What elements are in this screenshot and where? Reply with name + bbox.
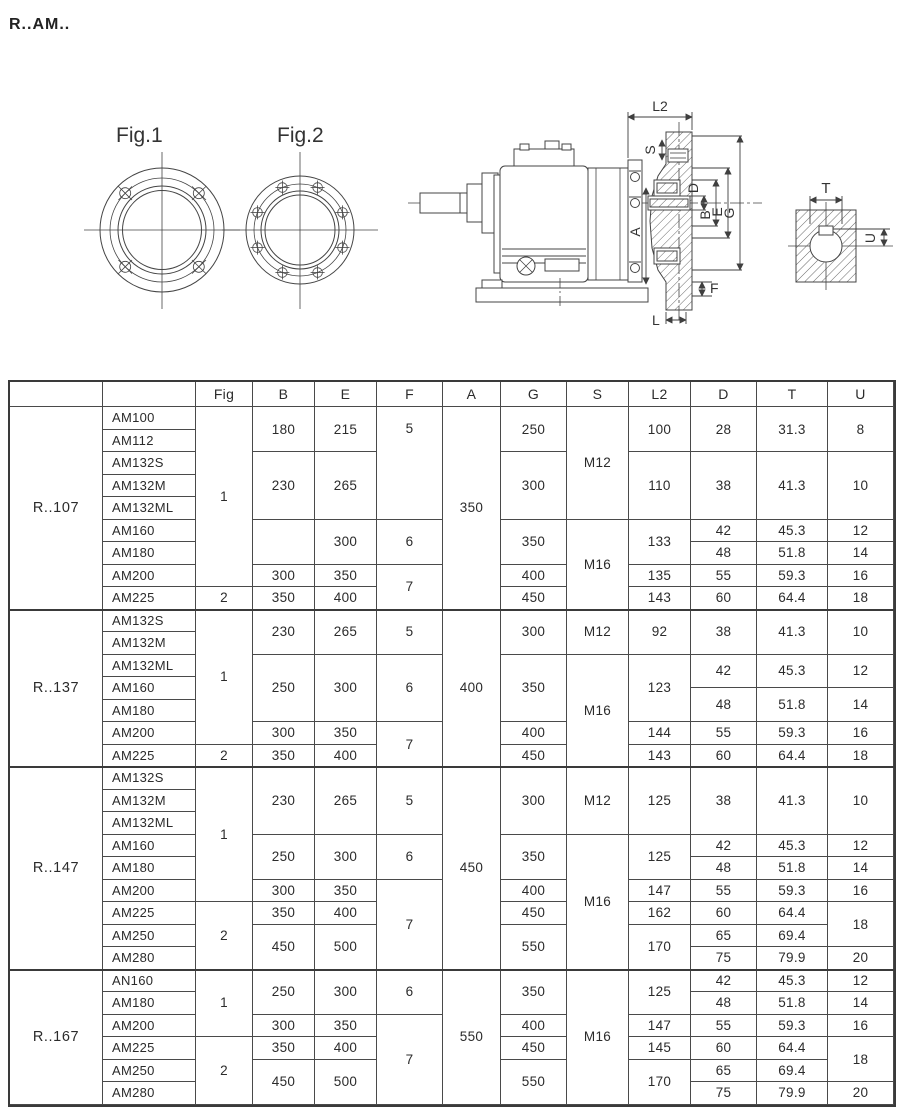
value-cell: 14 (828, 688, 894, 722)
value-cell: 2 (196, 902, 253, 970)
value-cell: 500 (315, 1060, 377, 1105)
dim-label-l: L (652, 312, 660, 328)
dim-label-f: F (710, 280, 719, 296)
value-cell: 400 (501, 565, 567, 588)
series-cell: R..147 (10, 767, 103, 970)
value-cell: 125 (629, 970, 691, 1015)
dim-label-s: S (642, 145, 658, 155)
value-cell: 350 (315, 722, 377, 745)
value-cell: 1 (196, 970, 253, 1038)
model-cell: AM280 (103, 947, 196, 970)
model-cell: AM100 (103, 407, 196, 430)
value-cell: 38 (691, 452, 757, 520)
value-cell: 10 (828, 610, 894, 655)
value-cell: 7 (377, 880, 443, 970)
value-cell: 60 (691, 902, 757, 925)
value-cell: 143 (629, 745, 691, 768)
dim-label-u: U (862, 232, 878, 244)
value-cell: 300 (253, 1015, 315, 1038)
value-cell: 7 (377, 722, 443, 767)
value-cell: 42 (691, 520, 757, 543)
value-cell: 230 (253, 767, 315, 835)
model-cell: AM280 (103, 1082, 196, 1105)
column-header: S (567, 382, 629, 407)
model-cell: AN160 (103, 970, 196, 993)
value-cell: 16 (828, 880, 894, 903)
value-cell: 18 (828, 587, 894, 610)
dim-label-e: E (709, 207, 725, 217)
value-cell: 400 (315, 902, 377, 925)
column-header (10, 382, 103, 407)
value-cell: 5 (377, 767, 443, 835)
value-cell: 64.4 (757, 1037, 828, 1060)
column-header: E (315, 382, 377, 407)
value-cell: 69.4 (757, 1060, 828, 1083)
model-cell: AM200 (103, 565, 196, 588)
fig1-label: Fig.1 (116, 124, 163, 147)
value-cell: 51.8 (757, 542, 828, 565)
value-cell: 48 (691, 688, 757, 722)
value-cell: 12 (828, 520, 894, 543)
value-cell: 400 (315, 1037, 377, 1060)
value-cell: 38 (691, 767, 757, 835)
value-cell: 45.3 (757, 970, 828, 993)
value-cell: 42 (691, 835, 757, 858)
value-cell: 300 (315, 520, 377, 565)
value-cell: 350 (315, 1015, 377, 1038)
dim-label-t: T (821, 180, 831, 197)
value-cell: 51.8 (757, 857, 828, 880)
value-cell: 170 (629, 925, 691, 970)
column-header: D (691, 382, 757, 407)
model-cell: AM132ML (103, 812, 196, 835)
value-cell: 300 (253, 722, 315, 745)
model-cell: AM132M (103, 790, 196, 813)
dimension-table (8, 380, 896, 1107)
column-header (103, 382, 196, 407)
value-cell: 2 (196, 587, 253, 610)
column-header: Fig (196, 382, 253, 407)
value-cell: 147 (629, 1015, 691, 1038)
dim-label-g: G (721, 207, 737, 219)
model-cell: AM132ML (103, 655, 196, 678)
value-cell: 28 (691, 407, 757, 452)
value-cell: 400 (501, 880, 567, 903)
value-cell: 42 (691, 655, 757, 689)
value-cell: 6 (377, 520, 443, 565)
value-cell: 300 (315, 655, 377, 723)
value-cell: 65 (691, 1060, 757, 1083)
value-cell: 350 (253, 745, 315, 768)
value-cell: 18 (828, 1037, 894, 1082)
model-cell: AM160 (103, 835, 196, 858)
column-header: F (377, 382, 443, 407)
model-cell: AM180 (103, 700, 196, 723)
series-cell: R..107 (10, 407, 103, 610)
value-cell (253, 520, 315, 565)
model-cell: AM132S (103, 452, 196, 475)
value-cell: 300 (253, 565, 315, 588)
value-cell: 5 (377, 407, 443, 520)
value-cell: 180 (253, 407, 315, 452)
value-cell: 400 (315, 587, 377, 610)
value-cell: M16 (567, 655, 629, 768)
value-cell: 6 (377, 970, 443, 1015)
value-cell: 60 (691, 1037, 757, 1060)
value-cell: 55 (691, 880, 757, 903)
value-cell: 125 (629, 835, 691, 880)
model-cell: AM180 (103, 857, 196, 880)
series-cell: R..167 (10, 970, 103, 1105)
value-cell: 450 (501, 587, 567, 610)
value-cell: 450 (443, 767, 501, 970)
value-cell: 265 (315, 452, 377, 520)
value-cell: 45.3 (757, 520, 828, 543)
value-cell: 400 (501, 722, 567, 745)
column-header: A (443, 382, 501, 407)
dim-label-a: A (627, 227, 643, 237)
value-cell: 41.3 (757, 452, 828, 520)
value-cell: 1 (196, 610, 253, 745)
column-header: L2 (629, 382, 691, 407)
value-cell: 59.3 (757, 722, 828, 745)
value-cell: 500 (315, 925, 377, 970)
value-cell: 64.4 (757, 745, 828, 768)
value-cell: 6 (377, 655, 443, 723)
value-cell: 69.4 (757, 925, 828, 948)
value-cell: 230 (253, 452, 315, 520)
value-cell: 133 (629, 520, 691, 565)
value-cell: 350 (253, 1037, 315, 1060)
value-cell: 31.3 (757, 407, 828, 452)
value-cell: 450 (253, 925, 315, 970)
value-cell: 170 (629, 1060, 691, 1105)
value-cell: M16 (567, 835, 629, 970)
gearmotor-side-view (408, 122, 762, 322)
column-header: U (828, 382, 894, 407)
model-cell: AM160 (103, 677, 196, 700)
value-cell: 123 (629, 655, 691, 723)
value-cell: 59.3 (757, 880, 828, 903)
model-cell: AM250 (103, 1060, 196, 1083)
value-cell: 350 (253, 587, 315, 610)
value-cell: M12 (567, 610, 629, 655)
column-header: G (501, 382, 567, 407)
value-cell: 144 (629, 722, 691, 745)
value-cell: M16 (567, 520, 629, 610)
value-cell: M12 (567, 407, 629, 520)
value-cell: 5 (377, 610, 443, 655)
value-cell: 59.3 (757, 1015, 828, 1038)
value-cell: 350 (501, 835, 567, 880)
value-cell: 1 (196, 767, 253, 902)
value-cell: 55 (691, 565, 757, 588)
value-cell: 45.3 (757, 655, 828, 689)
value-cell: 265 (315, 610, 377, 655)
technical-drawings (0, 0, 900, 365)
value-cell: 143 (629, 587, 691, 610)
value-cell: 230 (253, 610, 315, 655)
fig2-label: Fig.2 (277, 124, 324, 147)
value-cell: 250 (253, 655, 315, 723)
value-cell: 300 (501, 452, 567, 520)
value-cell: 300 (315, 970, 377, 1015)
value-cell: 550 (501, 925, 567, 970)
value-cell: 12 (828, 655, 894, 689)
value-cell: 16 (828, 565, 894, 588)
value-cell: 6 (377, 835, 443, 880)
value-cell: 550 (501, 1060, 567, 1105)
value-cell: 18 (828, 745, 894, 768)
dim-label-l2: L2 (652, 98, 668, 114)
value-cell: 75 (691, 947, 757, 970)
value-cell: 450 (501, 745, 567, 768)
value-cell: 125 (629, 767, 691, 835)
value-cell: 162 (629, 902, 691, 925)
value-cell: 64.4 (757, 587, 828, 610)
value-cell: 400 (443, 610, 501, 768)
value-cell: 14 (828, 857, 894, 880)
model-cell: AM250 (103, 925, 196, 948)
model-cell: AM132M (103, 475, 196, 498)
value-cell: 60 (691, 745, 757, 768)
value-cell: 12 (828, 835, 894, 858)
value-cell: 400 (501, 1015, 567, 1038)
value-cell: 350 (315, 565, 377, 588)
value-cell: 65 (691, 925, 757, 948)
value-cell: 55 (691, 722, 757, 745)
value-cell: 41.3 (757, 767, 828, 835)
fig2-flange-drawing (222, 124, 378, 309)
column-header: B (253, 382, 315, 407)
value-cell: 18 (828, 902, 894, 947)
value-cell: 12 (828, 970, 894, 993)
value-cell: 145 (629, 1037, 691, 1060)
model-cell: AM225 (103, 902, 196, 925)
value-cell: 16 (828, 1015, 894, 1038)
model-cell: AM180 (103, 542, 196, 565)
value-cell: 350 (501, 520, 567, 565)
model-cell: AM200 (103, 1015, 196, 1038)
value-cell: 79.9 (757, 1082, 828, 1105)
model-cell: AM160 (103, 520, 196, 543)
value-cell: 48 (691, 542, 757, 565)
model-cell: AM200 (103, 880, 196, 903)
value-cell: 48 (691, 857, 757, 880)
value-cell: M16 (567, 970, 629, 1105)
shaft-key-section (788, 180, 893, 290)
value-cell: 100 (629, 407, 691, 452)
value-cell: 300 (253, 880, 315, 903)
value-cell: 42 (691, 970, 757, 993)
model-cell: AM132M (103, 632, 196, 655)
value-cell: 2 (196, 1037, 253, 1105)
value-cell: 2 (196, 745, 253, 768)
value-cell: 265 (315, 767, 377, 835)
value-cell: 300 (315, 835, 377, 880)
value-cell: 75 (691, 1082, 757, 1105)
value-cell: 14 (828, 542, 894, 565)
value-cell: 135 (629, 565, 691, 588)
value-cell: 48 (691, 992, 757, 1015)
model-cell: AM132S (103, 767, 196, 790)
value-cell: 51.8 (757, 688, 828, 722)
model-cell: AM200 (103, 722, 196, 745)
value-cell: 7 (377, 1015, 443, 1105)
model-cell: AM225 (103, 587, 196, 610)
value-cell: 10 (828, 767, 894, 835)
value-cell: 350 (501, 970, 567, 1015)
value-cell: 7 (377, 565, 443, 610)
value-cell: 1 (196, 407, 253, 587)
model-cell: AM132S (103, 610, 196, 633)
value-cell: 350 (501, 655, 567, 723)
value-cell: 400 (315, 745, 377, 768)
value-cell: 250 (253, 970, 315, 1015)
model-cell: AM112 (103, 430, 196, 453)
fig1-flange-drawing (84, 124, 240, 309)
value-cell: 300 (501, 767, 567, 835)
model-cell: AM225 (103, 1037, 196, 1060)
value-cell: 20 (828, 1082, 894, 1105)
value-cell: 350 (315, 880, 377, 903)
value-cell: 215 (315, 407, 377, 452)
value-cell: 38 (691, 610, 757, 655)
value-cell: M12 (567, 767, 629, 835)
dim-label-d: D (685, 182, 701, 194)
value-cell: 14 (828, 992, 894, 1015)
value-cell: 64.4 (757, 902, 828, 925)
page-title: R..AM.. (9, 16, 71, 33)
model-cell: AM132ML (103, 497, 196, 520)
value-cell: 60 (691, 587, 757, 610)
column-header: T (757, 382, 828, 407)
series-cell: R..137 (10, 610, 103, 768)
value-cell: 350 (443, 407, 501, 610)
dim-label-b: B (697, 210, 713, 220)
value-cell: 300 (501, 610, 567, 655)
model-cell: AM180 (103, 992, 196, 1015)
value-cell: 16 (828, 722, 894, 745)
value-cell: 55 (691, 1015, 757, 1038)
value-cell: 79.9 (757, 947, 828, 970)
value-cell: 147 (629, 880, 691, 903)
value-cell: 110 (629, 452, 691, 520)
value-cell: 450 (501, 1037, 567, 1060)
value-cell: 550 (443, 970, 501, 1105)
value-cell: 59.3 (757, 565, 828, 588)
value-cell: 20 (828, 947, 894, 970)
value-cell: 92 (629, 610, 691, 655)
value-cell: 450 (253, 1060, 315, 1105)
value-cell: 41.3 (757, 610, 828, 655)
value-cell: 250 (501, 407, 567, 452)
model-cell: AM225 (103, 745, 196, 768)
value-cell: 350 (253, 902, 315, 925)
value-cell: 51.8 (757, 992, 828, 1015)
value-cell: 8 (828, 407, 894, 452)
value-cell: 45.3 (757, 835, 828, 858)
value-cell: 450 (501, 902, 567, 925)
value-cell: 10 (828, 452, 894, 520)
value-cell: 250 (253, 835, 315, 880)
